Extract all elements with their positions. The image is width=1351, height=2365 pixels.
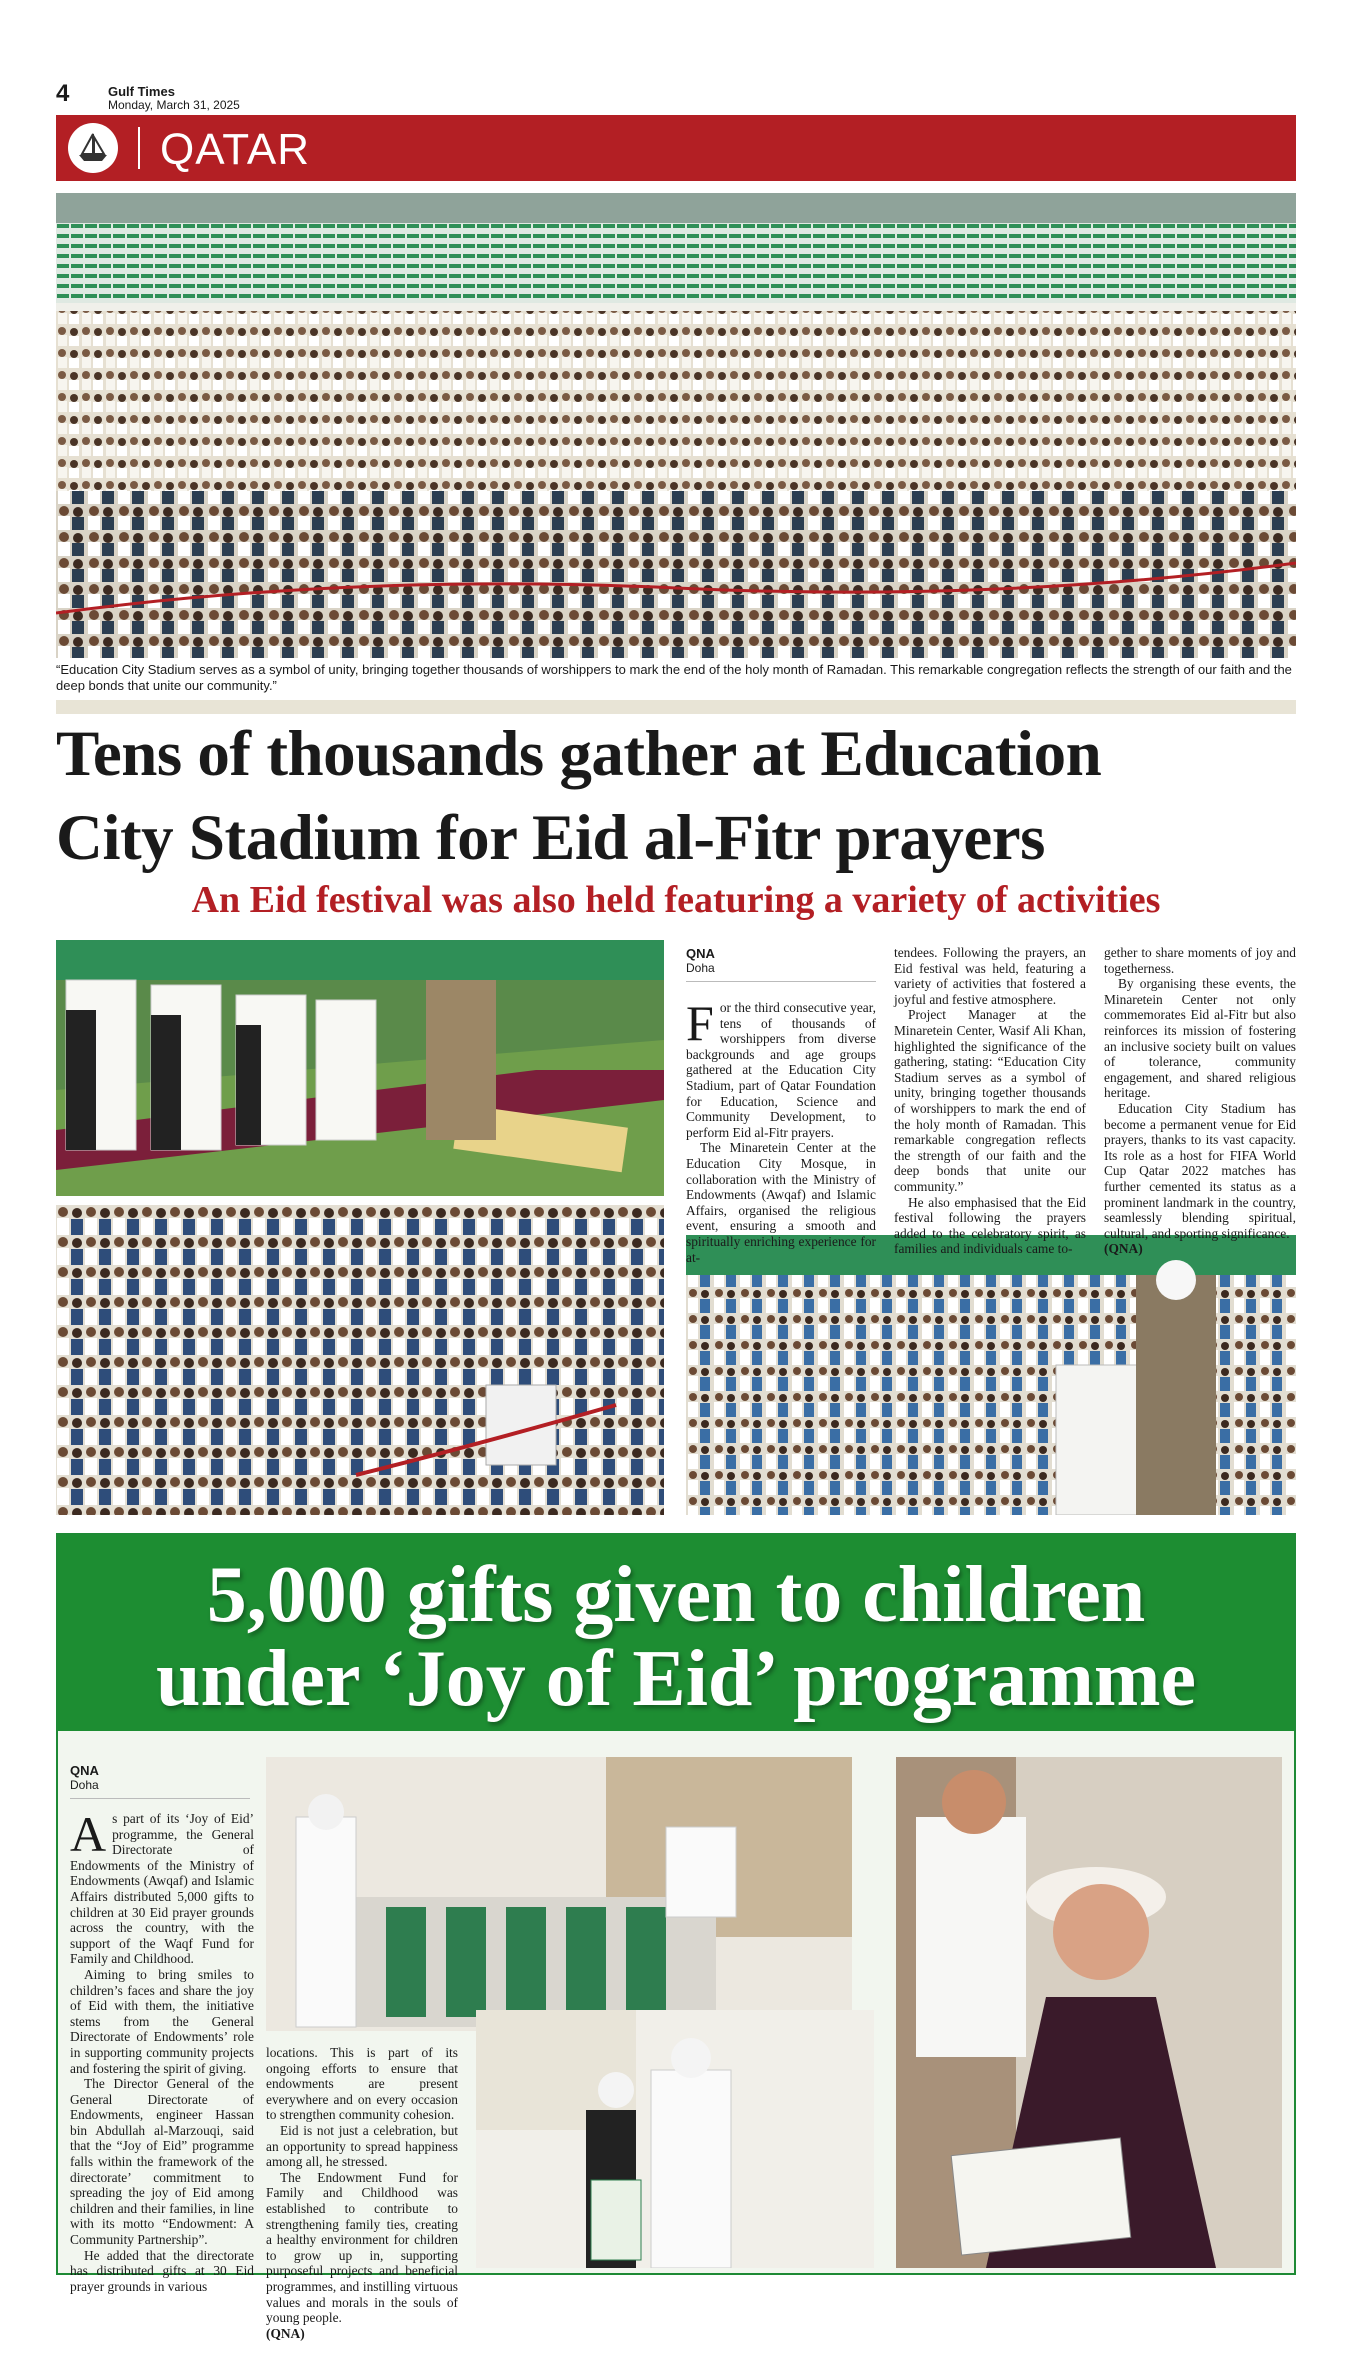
story2-column-2: [266, 2045, 458, 2341]
story1-paragraph: Education City Stadium has become a permanent venue for Eid prayers, thanks to its vast capacity. Its role as a host for FIFA World Cup Qatar 2022 matches has further cemented its status as a prominent landmark in the country, seamlessly blending spiritual, cultural, and sporting significance.: [1104, 1100, 1296, 1241]
crowd-praying-photo: [56, 1205, 664, 1515]
girl-with-gift-photo: [896, 1757, 1282, 2268]
story1-column-1: [686, 995, 876, 1265]
story2-agency: QNA: [70, 1763, 99, 1778]
story1-dropcap: F: [686, 995, 714, 1051]
imam-podium-photo: [686, 1235, 1296, 1515]
story1-credit: (QNA): [1104, 1241, 1143, 1257]
story2-paragraph: locations. This is part of its ongoing efforts to ensure that endowments are present everywhere and on every occasion to strengthen community cohesion.: [266, 2045, 458, 2123]
story1-paragraph: The Minaretein Center at the Education City Mosque, in collaboration with the Ministry of Endowments (Awqaf) and Islamic Affairs, organised the religious event, ensuring a smooth and spiritually enriching experience for at-: [686, 1140, 876, 1265]
child-receiving-gift-photo: [476, 2010, 874, 2268]
story1-subheadline: An Eid festival was also held featuring a variety of activities: [191, 879, 1161, 921]
publication-name: Gulf Times: [108, 84, 175, 99]
story2-place: Doha: [70, 1778, 99, 1792]
imams-praying-photo: [56, 940, 664, 1196]
top-photo-caption: “Education City Stadium serves as a symbol of unity, bringing together thousands of worshippers to mark the end of the holy month of Ramadan. This remarkable congregation reflects the strength of our faith and the deep bonds that unite our community.”: [56, 662, 1292, 693]
page-number: 4: [56, 80, 70, 107]
story1-paragraph: By organising these events, the Minaretein Center not only commemorates Eid al-Fitr but also reinforces its mission of fostering an inclusive society built on values of tolerance, community engagement, and shared religious heritage.: [1104, 976, 1296, 1101]
story1-agency: QNA: [686, 946, 715, 961]
gifts-story-box: [56, 1533, 1296, 2341]
story2-paragraph: Aiming to bring smiles to children’s faces and share the joy of Eid with them, the initiative stems from the General Directorate of Endowments’ role in supporting community projects and fostering the spirit of giving.: [70, 1966, 254, 2076]
story2-paragraph: The Director General of the General Directorate of Endowments, engineer Hassan bin Abdullah al-Marzouqi, said that the “Joy of Eid” programme falls within the framework of the directorate’ commitment to spreading the joy of Eid among children and their families, in line with its motto “Endowment: A Community Partnership”.: [70, 2076, 254, 2248]
story1-paragraph: He also emphasised that the Eid festival following the prayers added to the celebratory spirit, as families and individuals came to-: [894, 1194, 1086, 1257]
gift-distribution-photo: [266, 1757, 852, 2031]
story1-headline-line1: Tens of thousands gather at Education: [56, 718, 1102, 790]
section-divider: [138, 127, 140, 169]
section-banner: [56, 115, 1296, 181]
story2-headline-line1: 5,000 gifts given to children: [206, 1551, 1146, 1639]
section-title: QATAR: [160, 125, 311, 174]
story1-headline: [56, 712, 1316, 880]
gifts-headline-banner: [58, 1535, 1294, 1731]
story2-dropcap: A: [70, 1806, 107, 1862]
story1-paragraph: or the third consecutive year, tens of thousands of worshippers from diverse backgrounds and age groups gathered at the Education City Stadium, part of Qatar Foundation for Education, Science and Community Development, to perform Eid al-Fitr prayers.: [686, 1000, 876, 1140]
story2-headline: [58, 1553, 1294, 1721]
story2-paragraph: s part of its ‘Joy of Eid’ programme, the General Directorate of Endowments of the Ministry of Endowments (Awqaf) and Islamic Affairs distributed 5,000 gifts to children at 30 Eid prayer grounds across the country, with the support of the Waqf Fund for Family and Childhood.: [70, 1811, 254, 1967]
story1-column-3: [1104, 945, 1296, 1257]
story1-paragraph: gether to share moments of joy and togetherness.: [1104, 945, 1296, 976]
story2-paragraph: Eid is not just a celebration, but an opportunity to spread happiness among all, he stressed.: [266, 2122, 458, 2170]
dhow-logo-icon: [68, 123, 118, 173]
story1-byline: [686, 946, 876, 982]
stadium-crowd-photo: [56, 193, 1296, 658]
story2-paragraph: The Endowment Fund for Family and Childhood was established to contribute to strengthening family ties, creating a healthy environment for children to grow up in, supporting purposeful projects and beneficial programmes, and instilling virtuous values and morals in the souls of young people.: [266, 2169, 458, 2326]
story1-column-2: [894, 945, 1086, 1257]
story1-place: Doha: [686, 961, 715, 975]
story2-headline-line2: under ‘Joy of Eid’ programme: [156, 1635, 1196, 1723]
story2-byline: [70, 1763, 250, 1799]
publication-date: Monday, March 31, 2025: [108, 98, 240, 112]
story2-column-1: [70, 1806, 254, 2294]
story1-paragraph: Project Manager at the Minaretein Center, Wasif Ali Khan, highlighted the significance of the gathering, stating: “Education City Stadium serves as a symbol of unity, bringing together thousands of worshippers to mark the end of the holy month of Ramadan. This remarkable congregation reflects the strength of our faith and the deep bonds that unite our community.”: [894, 1007, 1086, 1194]
story2-credit: (QNA): [266, 2325, 305, 2341]
story1-headline-line2: City Stadium for Eid al-Fitr prayers: [56, 802, 1045, 874]
story2-paragraph: He added that the directorate has distributed gifts at 30 Eid prayer grounds in various: [70, 2247, 254, 2294]
story1-paragraph: tendees. Following the prayers, an Eid festival was held, featuring a variety of activities that fostered a joyful and festive atmosphere.: [894, 945, 1086, 1007]
